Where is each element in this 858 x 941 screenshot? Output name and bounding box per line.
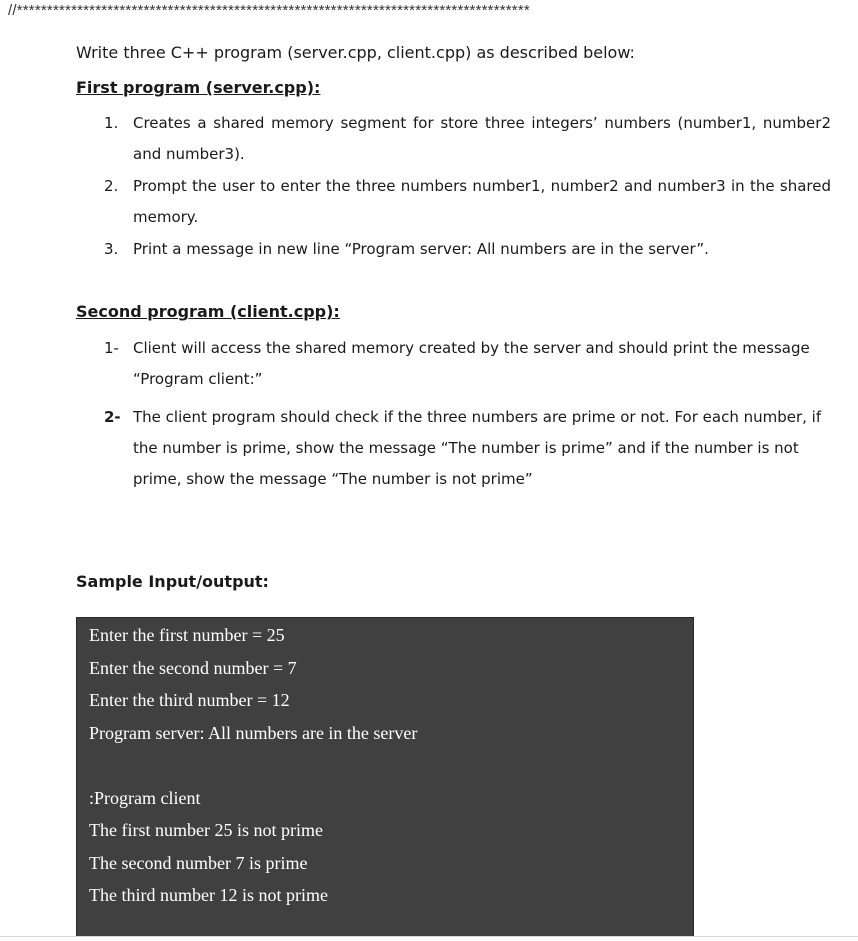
comment-separator: //************************************************************************************* xyxy=(8,2,530,19)
list-number: 2. xyxy=(104,177,119,195)
server-section-heading: First program (server.cpp): xyxy=(76,78,321,97)
list-number: 2- xyxy=(104,408,121,426)
list-number: 1- xyxy=(104,339,119,357)
output-line: Enter the third number = 12 xyxy=(89,690,290,710)
output-line: The first number 25 is not prime xyxy=(89,820,323,840)
output-line: Enter the second number = 7 xyxy=(89,658,297,678)
output-line: The third number 12 is not prime xyxy=(89,885,328,905)
intro-text: Write three C++ program (server.cpp, client.cpp) as described below: xyxy=(76,43,635,62)
output-line: The second number 7 is prime xyxy=(89,853,308,873)
list-text: The client program should check if the three numbers are prime or not. For each number, if the number is prime, show the message “The number is prime” and if the number is not prime, show the message “The number is not prime” xyxy=(133,408,822,488)
sample-heading: Sample Input/output: xyxy=(76,572,269,591)
page-divider xyxy=(0,936,858,937)
output-line: :Program client xyxy=(89,788,201,808)
list-text: Prompt the user to enter the three numbers number1, number2 and number3 in the shared memory. xyxy=(133,177,831,226)
list-number: 3. xyxy=(104,240,119,258)
output-line: Enter the first number = 25 xyxy=(89,625,285,645)
output-line: Program server: All numbers are in the server xyxy=(89,723,418,743)
list-text: Print a message in new line “Program server: All numbers are in the server”. xyxy=(133,240,709,258)
list-number: 1. xyxy=(104,114,119,132)
client-section-heading: Second program (client.cpp): xyxy=(76,302,340,321)
sample-output-box xyxy=(76,617,694,937)
list-text: Client will access the shared memory created by the server and should print the message “Program client:” xyxy=(133,339,810,388)
list-text: Creates a shared memory segment for store three integers’ numbers (number1, number2 and number3). xyxy=(133,114,831,163)
